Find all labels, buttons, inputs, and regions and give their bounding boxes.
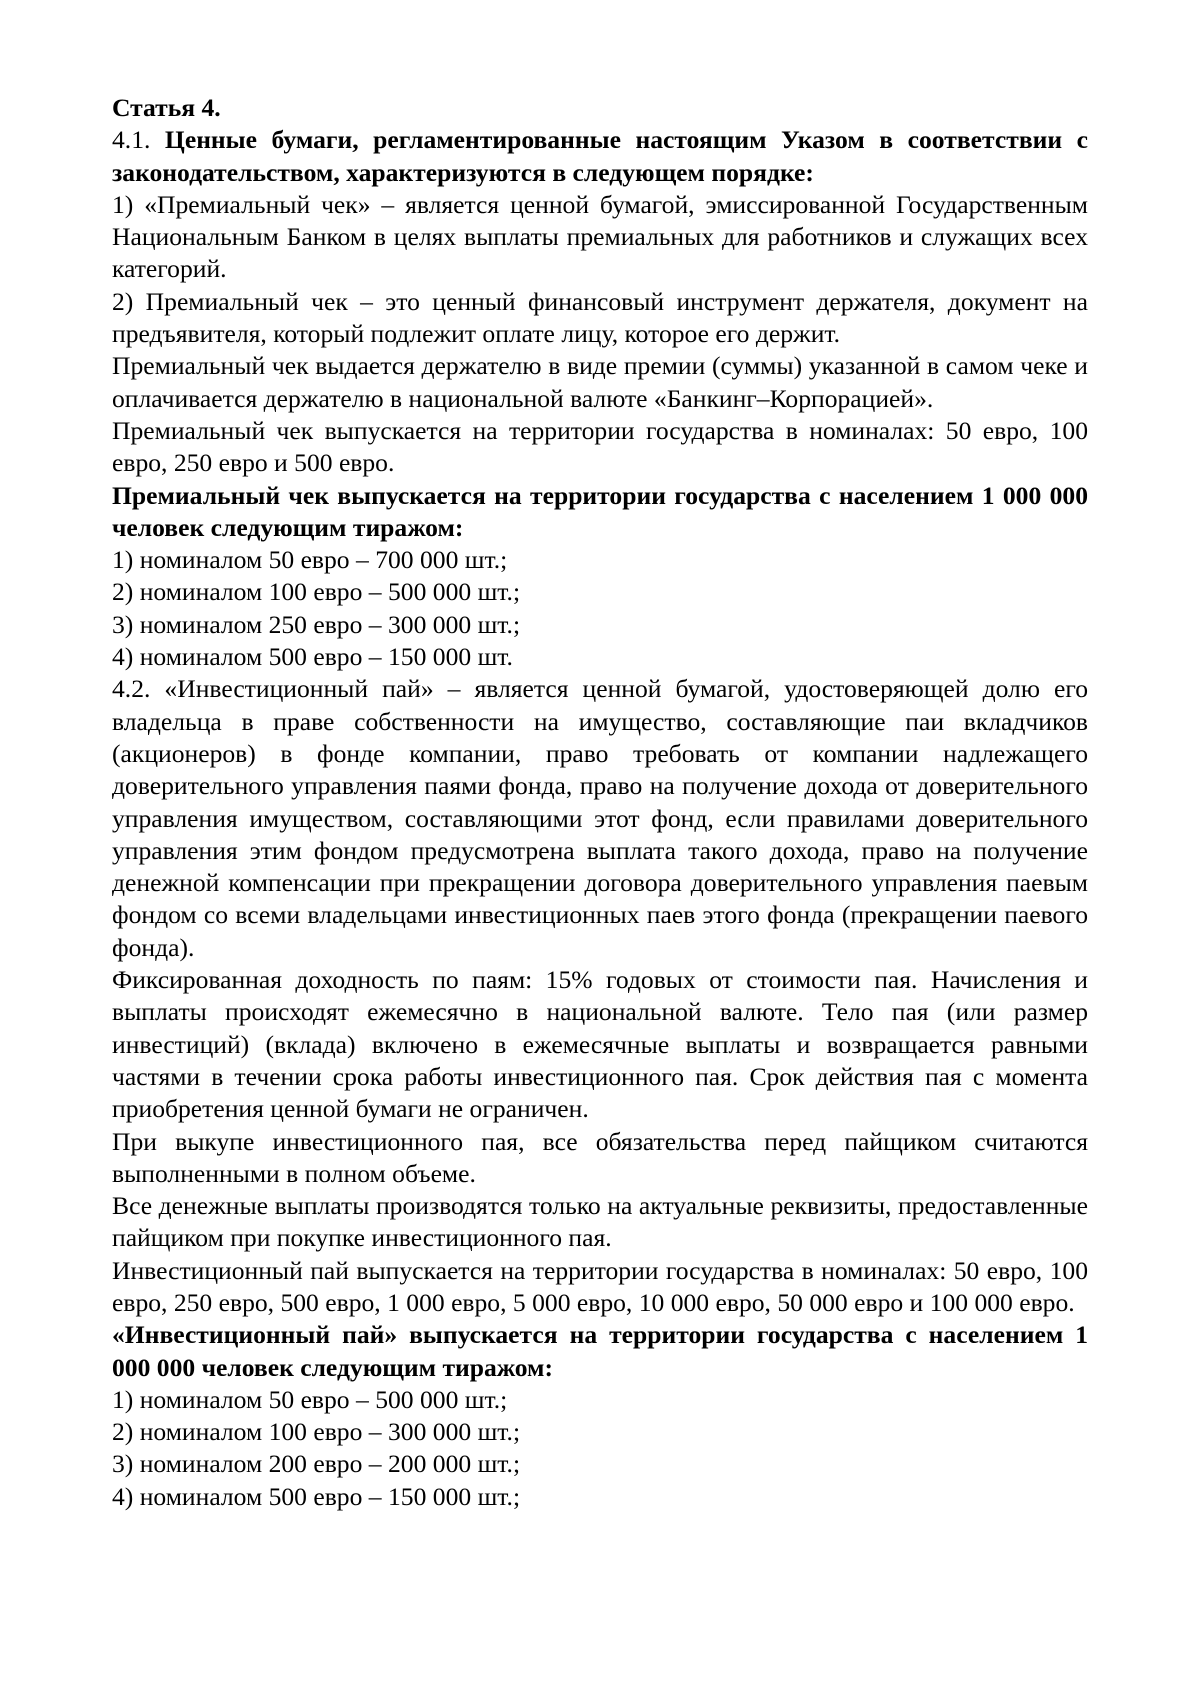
paragraph-4-2-investment-share: 4.2. «Инвестиционный пай» – является ценной бумагой, удостоверяющей долю его владельца в праве собственности на имущество, составляющие паи вкладчиков (акционеров) в фонде компании, право требовать от компании надлежащего доверительного управления паями фонда, право на получение дохода от доверительного управления имуществом, составляющими этот фонд, если правилами доверительного управления этим фондом предусмотрена выплата такого дохода, право на получение денежной компенсации при прекращении договора доверительного управления паевым фондом со всеми владельцами инвестиционных паев этого фонда (прекращении паевого фонда). [112,674,1088,962]
paragraph-premium-check-denominations: Премиальный чек выпускается на территории государства в номиналах: 50 евро, 100 евро, 250 евро и 500 евро. [112,415,1088,478]
list-item: 2) номиналом 100 евро – 300 000 шт.; [112,1417,521,1447]
clause-4-1-heading: Ценные бумаги, регламентированные настоящим Указом в соответствии с законодательством, характеризуются в следующем порядке: [112,125,1089,187]
paragraph-buyback: При выкупе инвестиционного пая, все обязательства перед пайщиком считаются выполненными в полном объеме. [112,1126,1088,1188]
paragraph-payments: Все денежные выплаты производятся только на актуальные реквизиты, предоставленные пайщиком при покупке инвестиционного пая. [112,1191,1088,1253]
paragraph-premium-check-definition: 1) «Премиальный чек» – является ценной бумагой, эмиссированной Государственным Национальным Банком в целях выплаты премиальных для работников и служащих всех категорий. [112,189,1088,284]
list-item: 1) номиналом 50 евро – 500 000 шт.; [112,1384,508,1414]
list-item: 3) номиналом 250 евро – 300 000 шт.; [112,609,521,639]
list-item: 4) номиналом 500 евро – 150 000 шт. [112,642,513,672]
paragraph-4-1 [112,124,1088,189]
list-item: 3) номиналом 200 евро – 200 000 шт.; [112,1449,521,1479]
paragraph-premium-check-instrument: 2) Премиальный чек – это ценный финансовый инструмент держателя, документ на предъявителя, который подлежит оплате лицу, которое его держит. [112,286,1088,349]
paragraph-investment-share-denominations: Инвестиционный пай выпускается на территории государства в номиналах: 50 евро, 100 евро, 250 евро, 500 евро, 1 000 евро, 5 000 евро, 10 000 евро, 50 000 евро и 100 000 евро. [112,1255,1088,1317]
article-title: Статья 4. [112,93,221,122]
paragraph-fixed-yield: Фиксированная доходность по паям: 15% годовых от стоимости пая. Начисления и выплаты происходят ежемесячно в национальной валюте. Тело пая (или размер инвестиций) (вклада) включено в ежемесячные выплаты и возвращается равными частями в течении срока работы инвестиционного пая. Срок действия пая с момента приобретения ценной бумаги не ограничен. [112,965,1088,1124]
document-body [112,92,1088,1513]
paragraph-premium-check-issuance: Премиальный чек выдается держателю в виде премии (суммы) указанной в самом чеке и оплачивается держателю в национальной валюте «Банкинг–Корпорацией». [112,351,1088,413]
list-item: 4) номиналом 500 евро – 150 000 шт.; [112,1481,521,1511]
paragraph-premium-check-circulation-heading: Премиальный чек выпускается на территории государства с населением 1 000 000 человек следующим тиражом: [112,480,1088,542]
list-item: 2) номиналом 100 евро – 500 000 шт.; [112,577,521,607]
paragraph-investment-share-circulation-heading: «Инвестиционный пай» выпускается на территории государства с населением 1 000 000 человек следующим тиражом: [112,1320,1088,1382]
list-item: 1) номиналом 50 евро – 700 000 шт.; [112,545,508,575]
clause-number-4-1: 4.1. [112,125,151,155]
